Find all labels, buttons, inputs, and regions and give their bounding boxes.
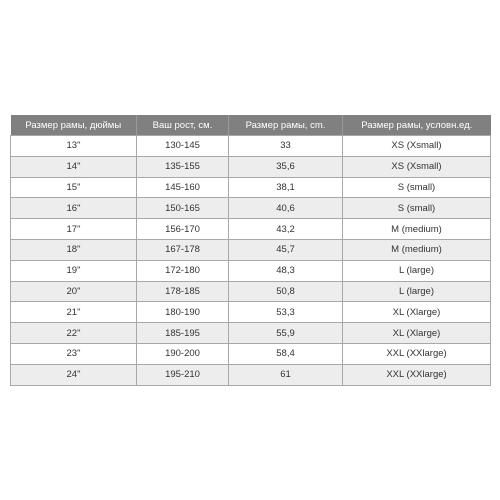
- table-row: [11, 219, 491, 240]
- table-row: [11, 177, 491, 198]
- cell-frame-units: M (medium): [343, 219, 491, 240]
- cell-height-cm: 178-185: [137, 281, 229, 302]
- cell-height-cm: 172-180: [137, 260, 229, 281]
- cell-height-cm: 135-155: [137, 156, 229, 177]
- cell-frame-units: XXL (XXlarge): [343, 364, 491, 385]
- cell-frame-units: XL (Xlarge): [343, 302, 491, 323]
- cell-height-cm: 195-210: [137, 364, 229, 385]
- cell-frame-cm: 48,3: [229, 260, 343, 281]
- frame-size-table: [10, 115, 491, 386]
- header-frame-cm: Размер рамы, cm.: [229, 115, 343, 136]
- cell-frame-inches: 15": [11, 177, 137, 198]
- cell-frame-inches: 23": [11, 343, 137, 364]
- cell-frame-inches: 20": [11, 281, 137, 302]
- cell-frame-cm: 53,3: [229, 302, 343, 323]
- header-height-cm: Ваш рост, см.: [137, 115, 229, 136]
- cell-height-cm: 130-145: [137, 136, 229, 157]
- table-row: [11, 260, 491, 281]
- cell-frame-inches: 18": [11, 239, 137, 260]
- cell-height-cm: 185-195: [137, 323, 229, 344]
- cell-frame-cm: 40,6: [229, 198, 343, 219]
- table-row: [11, 364, 491, 385]
- cell-frame-inches: 21": [11, 302, 137, 323]
- cell-frame-cm: 55,9: [229, 323, 343, 344]
- cell-height-cm: 150-165: [137, 198, 229, 219]
- table-row: [11, 343, 491, 364]
- cell-frame-inches: 19": [11, 260, 137, 281]
- table-row: [11, 281, 491, 302]
- cell-frame-cm: 45,7: [229, 239, 343, 260]
- table-header-row: [11, 115, 491, 136]
- table-row: [11, 323, 491, 344]
- cell-frame-units: L (large): [343, 281, 491, 302]
- table-row: [11, 239, 491, 260]
- cell-height-cm: 145-160: [137, 177, 229, 198]
- cell-frame-units: XS (Xsmall): [343, 156, 491, 177]
- table-row: [11, 136, 491, 157]
- cell-frame-cm: 38,1: [229, 177, 343, 198]
- cell-frame-cm: 33: [229, 136, 343, 157]
- cell-frame-inches: 17": [11, 219, 137, 240]
- cell-frame-inches: 13": [11, 136, 137, 157]
- cell-frame-units: XS (Xsmall): [343, 136, 491, 157]
- cell-frame-units: XXL (XXlarge): [343, 343, 491, 364]
- cell-frame-units: S (small): [343, 177, 491, 198]
- cell-frame-units: L (large): [343, 260, 491, 281]
- cell-frame-cm: 50,8: [229, 281, 343, 302]
- cell-frame-units: S (small): [343, 198, 491, 219]
- cell-height-cm: 190-200: [137, 343, 229, 364]
- cell-frame-cm: 43,2: [229, 219, 343, 240]
- cell-frame-cm: 58,4: [229, 343, 343, 364]
- cell-frame-inches: 22": [11, 323, 137, 344]
- table-row: [11, 302, 491, 323]
- cell-frame-units: XL (Xlarge): [343, 323, 491, 344]
- cell-frame-units: M (medium): [343, 239, 491, 260]
- table-body: [11, 136, 491, 386]
- cell-height-cm: 167-178: [137, 239, 229, 260]
- cell-frame-cm: 61: [229, 364, 343, 385]
- cell-height-cm: 180-190: [137, 302, 229, 323]
- cell-frame-inches: 24": [11, 364, 137, 385]
- table-row: [11, 156, 491, 177]
- cell-frame-inches: 16": [11, 198, 137, 219]
- cell-height-cm: 156-170: [137, 219, 229, 240]
- cell-frame-inches: 14": [11, 156, 137, 177]
- table-row: [11, 198, 491, 219]
- cell-frame-cm: 35,6: [229, 156, 343, 177]
- header-frame-inches: Размер рамы, дюймы: [11, 115, 137, 136]
- header-frame-units: Размер рамы, условн.ед.: [343, 115, 491, 136]
